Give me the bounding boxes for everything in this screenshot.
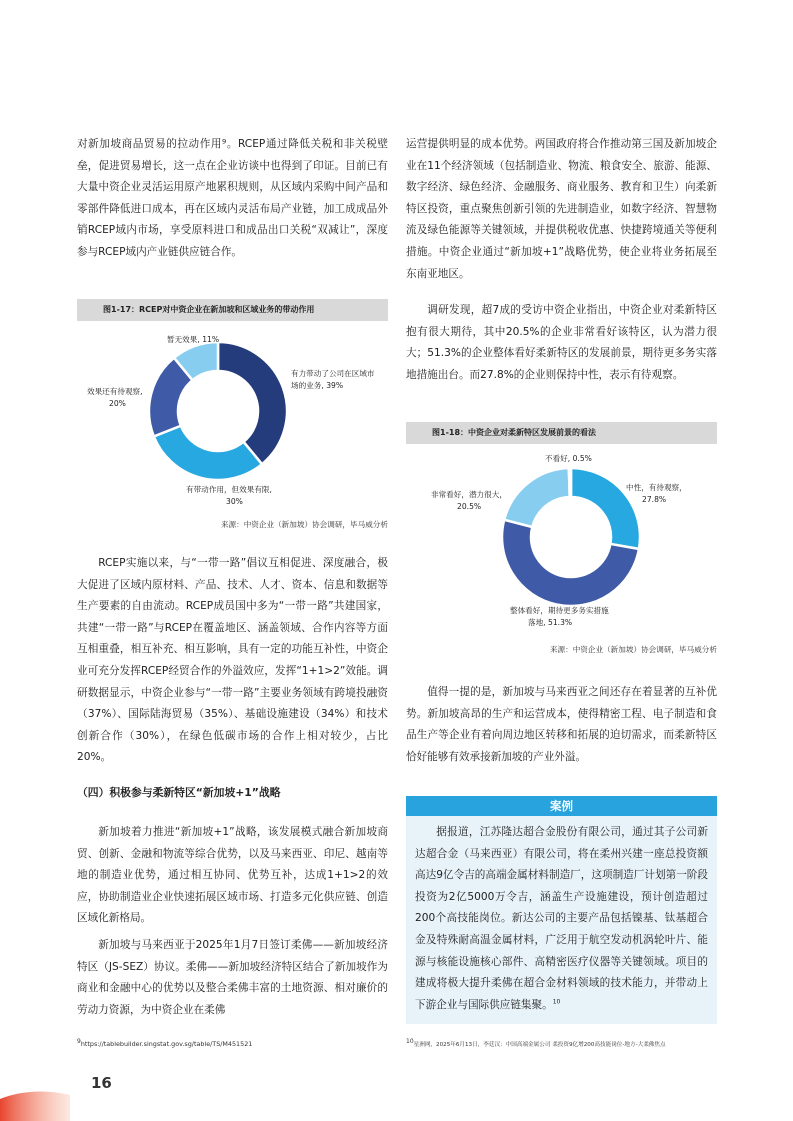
left-paragraph-1: [77, 134, 388, 264]
label-line: 暂无效果, 11%: [167, 335, 220, 344]
figure-1-donut-chart: [143, 336, 293, 486]
case-ref: 10: [552, 998, 561, 1006]
page-number: 16: [91, 1074, 112, 1092]
right-paragraph-2: [406, 300, 717, 386]
figure-1-title: 图1-17：RCEP对中资企业在新加坡和区域业务的带动作用: [77, 299, 388, 321]
label-line: 不看好, 0.5%: [545, 454, 592, 463]
footnote-text: https://tablebuilder.singstat.gov.sg/table/TS/M451521: [80, 1040, 253, 1048]
label-line: 20%: [109, 399, 126, 408]
label-line: 场的业务, 39%: [291, 381, 344, 390]
figure-2-donut-chart: [496, 462, 646, 612]
paragraph-text: 调研发现，超7成的受访中资企业指出，中资企业对柔新特区抱有很大期待，其中20.5%的企业非常看好该特区，认为潜力很大；51.3%的企业整体看好柔新特区的发展前景，期待更多务实落地措施出台。而27.8%的企业则保持中性，表示有待观察。: [406, 304, 717, 381]
case-body: [406, 816, 717, 1024]
label-line: 27.8%: [642, 495, 667, 504]
figure-2-label-positive: [510, 605, 609, 629]
figure-1-slice-0: [218, 342, 287, 464]
figure-2-label-very-positive: [431, 489, 507, 513]
left-footnote: [77, 1037, 253, 1048]
figure-1-label-none: [167, 334, 219, 346]
label-line: 有带动作用，但效果有限,: [186, 485, 272, 494]
footnote-text: 星洲网，2025年6月13日，李廷汉：中国高端金属公司 柔投资9亿增200高技能岗位-地方-大柔佛焦点: [413, 1042, 666, 1048]
label-line: 30%: [226, 497, 243, 506]
figure-2-label-neutral: [626, 482, 687, 506]
right-footnote: [406, 1040, 717, 1048]
footnote-mark: 9: [77, 1037, 81, 1045]
figure-2-label-negative: [545, 453, 592, 465]
paragraph-text: 值得一提的是，新加坡与马来西亚之间还存在着显著的互补优势。新加坡高昂的生产和运营成本，使得精密工程、电子制造和食品生产等企业有着向周边地区转移和拓展的迫切需求，而柔新特区恰好能够有效承接新加坡的产业外溢。: [406, 686, 717, 763]
footnote-mark: 10: [406, 1038, 414, 1046]
right-paragraph-1: [406, 134, 717, 285]
case-box: [406, 796, 717, 1024]
left-paragraph-2: [77, 553, 388, 769]
right-paragraph-3: [406, 682, 717, 768]
paragraph-text: 对新加坡商品贸易的拉动作用⁹。RCEP通过降低关税和非关税壁垒，促进贸易增长，这一点在企业访谈中也得到了印证。目前已有大量中资企业灵活运用原产地累积规则，从区域内采购中间产品和零部件降低进口成本，再在区域内灵活布局产业链，加工成成品外销RCEP域内市场，享受原料进口和成品出口关税“双减让”，深度参与RCEP域内产业链供应链合作。: [77, 138, 388, 258]
figure-2-slice-2: [504, 468, 570, 527]
figure-2-slice-0: [571, 468, 640, 549]
label-line: 20.5%: [457, 502, 482, 511]
case-text: 据报道，江苏隆达超合金股份有限公司，通过其子公司新达超合金（马来西亚）有限公司，将在柔州兴建一座总投资额高达9亿令吉的高端金属材料制造厂，这项制造厂计划第一阶段投资为2亿5000万令吉，涵盖生产设施建设，预计创造超过200个高技能岗位。新达公司的主要产品包括镍基、钛基超合金及特殊耐高温金属材料，广泛用于航空发动机涡轮叶片、能源与核能设施核心部件、高精密医疗仪器等关键领域。项目的建成将极大提升柔佛在超合金材料领域的技术能力，并带动上下游企业与国际供应链集聚。: [415, 826, 708, 1011]
label-line: 中性，有待观察，: [626, 483, 687, 492]
left-paragraph-3: [77, 822, 388, 930]
figure-1-source: 来源：中资企业（新加坡）协会调研，毕马威分析: [220, 520, 388, 529]
figure-1-label-pending: [87, 386, 143, 410]
label-line: 有力带动了公司在区域市: [291, 369, 375, 378]
left-paragraph-4: [77, 935, 388, 1021]
figure-1-slice-1: [154, 426, 262, 480]
paragraph-text: RCEP实施以来，与“一带一路”倡议互相促进、深度融合，极大促进了区域内原材料、产品、技术、人才、资本、信息和数据等生产要素的自由流动。RCEP成员国中多为“一带一路”共建国家，共建“一带一路”与RCEP在覆盖地区、涵盖领域、合作内容等方面互相重叠，相互补充、相互影响，具有一定的功能互补性，中资企业可充分发挥RCEP经贸合作的外溢效应，发挥“1+1>2”效能。调研数据显示，中资企业参与“一带一路”主要业务领域有跨境投融资（37%）、国际陆海贸易（35%）、基础设施建设（34%）和技术创新合作（30%），在绿色低碳市场的合作上相对较少，占比20%。: [77, 557, 388, 764]
figure-1-label-limited: [186, 484, 272, 508]
figure-1-label-strong: [291, 368, 375, 392]
figure-2-source: 来源：中资企业（新加坡）协会调研，毕马威分析: [549, 645, 717, 654]
section-heading: （四）积极参与柔新特区“新加坡+1”战略: [77, 786, 281, 799]
figure-2-slice-3: [569, 468, 571, 497]
paragraph-text: 运营提供明显的成本优势。两国政府将合作推动第三国及新加坡企业在11个经济领域（包括制造业、物流、粮食安全、旅游、能源、数字经济、绿色经济、金融服务、商业服务、教育和卫生）向柔新特区投资，重点聚焦创新引领的先进制造业，如数字经济、智慧物流及绿色能源等关键领域，并提供税收优惠、快捷跨境通关等便利措施。中资企业通过“新加坡+1”战略优势，使企业将业务拓展至东南亚地区。: [406, 138, 717, 280]
figure-2-title: 图1-18：中资企业对柔新特区发展前景的看法: [406, 422, 717, 444]
label-line: 整体看好，期待更多务实措施: [510, 606, 609, 615]
label-line: 非常看好，潜力很大，: [431, 490, 507, 499]
paragraph-text: 新加坡与马来西亚于2025年1月7日签订柔佛——新加坡经济特区（JS-SEZ）协议。柔佛——新加坡经济特区结合了新加坡作为商业和金融中心的优势以及整合柔佛丰富的土地资源、相对廉价的劳动力资源，为中资企业在柔佛: [77, 939, 388, 1016]
paragraph-text: 新加坡着力推进“新加坡+1”战略，该发展模式融合新加坡商贸、创新、金融和物流等综合优势，以及马来西亚、印尼、越南等地的制造业优势，通过相互协同、优势互补，达成1+1>2的效应，协助制造业企业快速拓展区域市场、打造多元化供应链、创造区域化新格局。: [77, 826, 388, 925]
label-line: 落地, 51.3%: [528, 618, 573, 627]
case-title: 案例: [406, 796, 717, 816]
page-corner-accent: [0, 1085, 70, 1121]
label-line: 效果还有待观察,: [87, 387, 143, 396]
